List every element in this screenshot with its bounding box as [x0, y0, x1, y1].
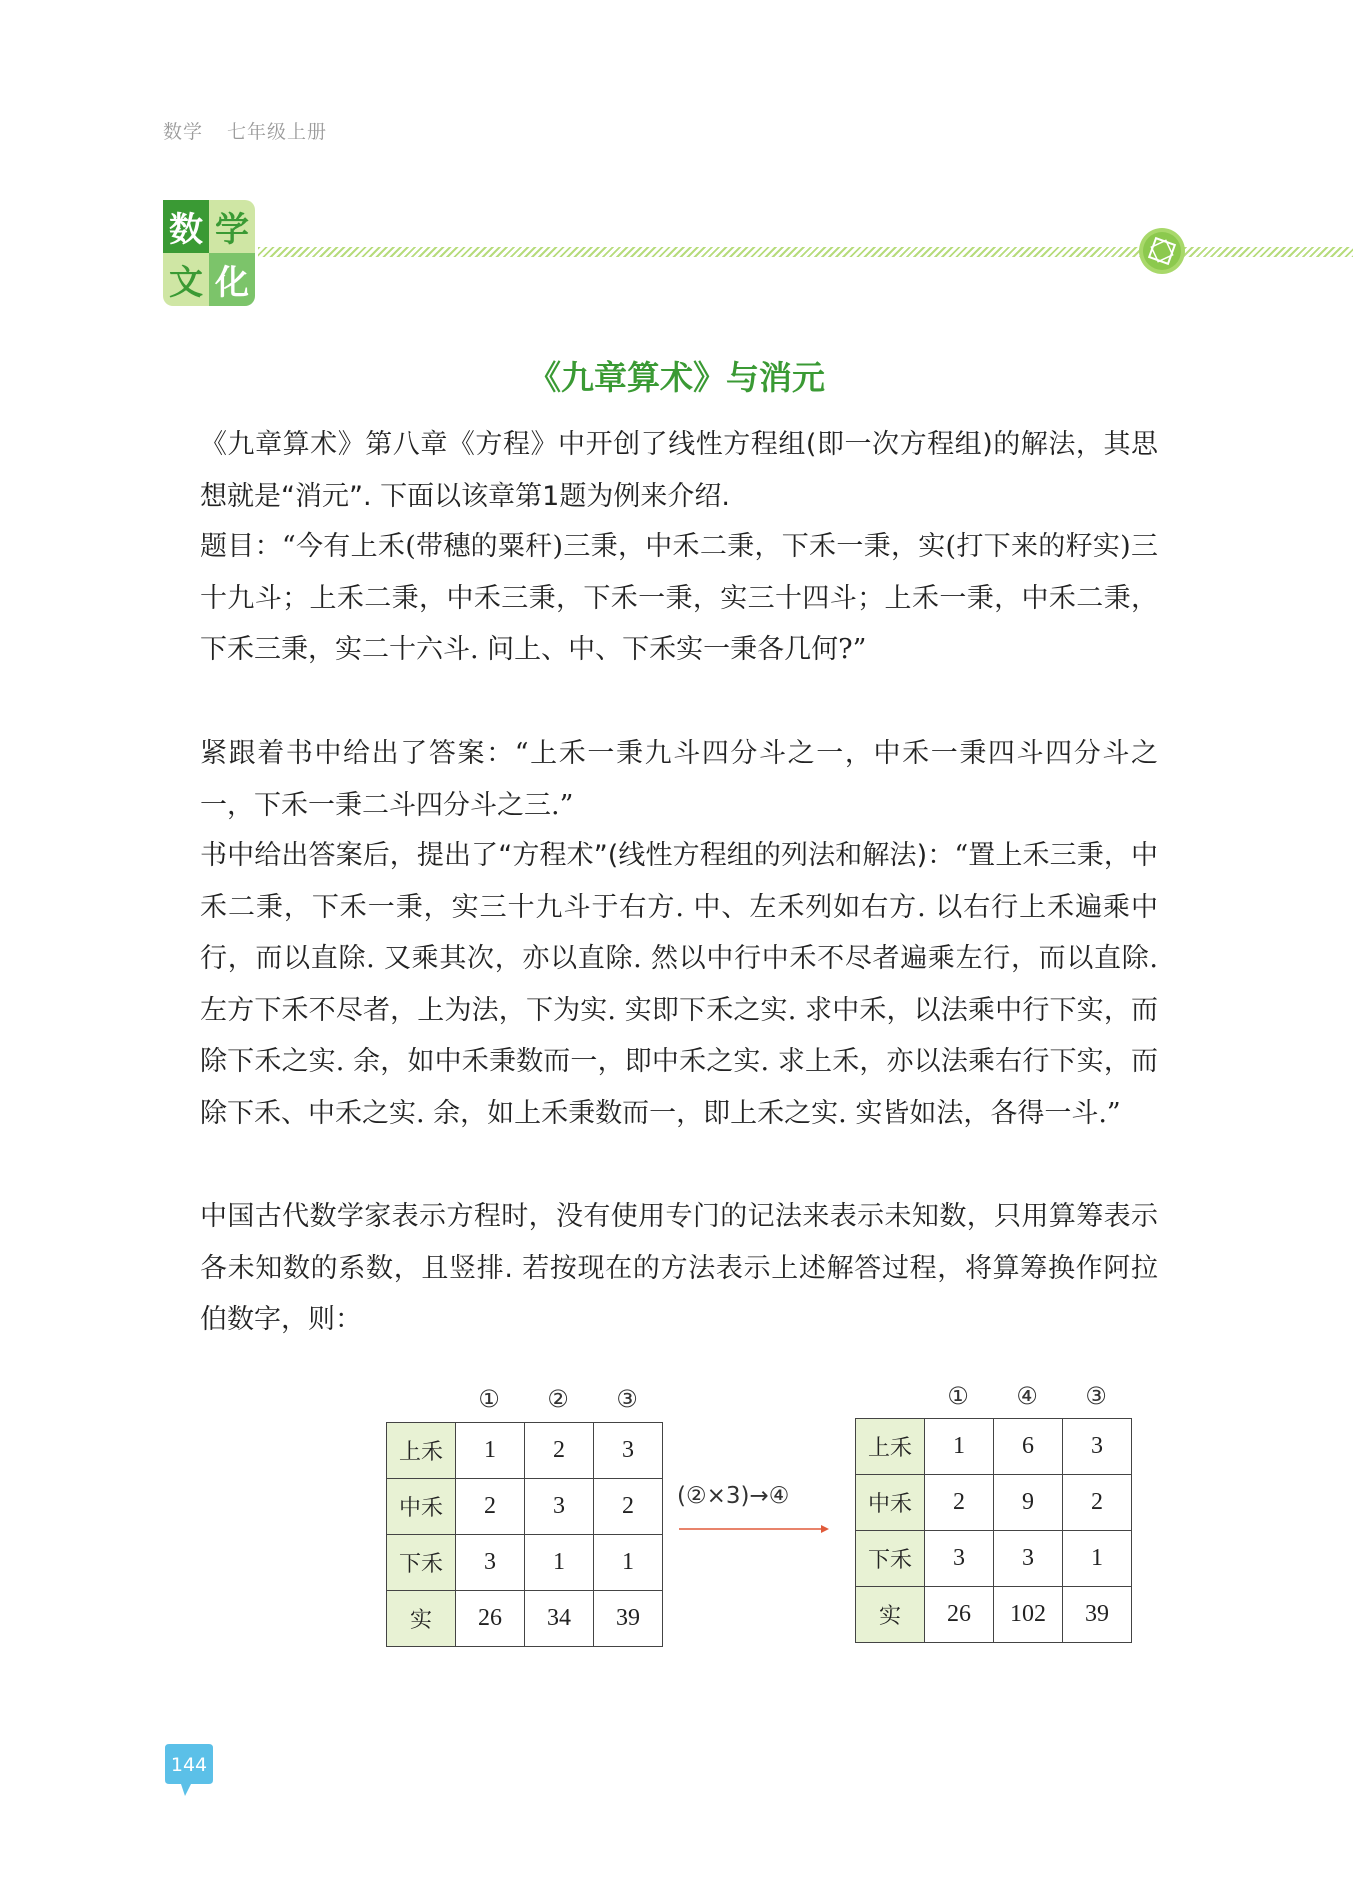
table-cell: 102: [994, 1587, 1063, 1643]
table-cell: 3: [456, 1535, 525, 1591]
arrow-right-icon: [679, 1523, 829, 1535]
table-cell: 2: [1063, 1475, 1132, 1531]
page-number-badge: [163, 1740, 215, 1798]
table-row: [387, 1535, 663, 1591]
row-label: 上禾: [856, 1419, 925, 1475]
matrix-table-left: [386, 1422, 663, 1647]
table-cell: 3: [925, 1531, 994, 1587]
table-cell: 26: [456, 1591, 525, 1647]
math-culture-logo: [163, 200, 255, 306]
row-label: 上禾: [387, 1423, 456, 1479]
row-label: 中禾: [856, 1475, 925, 1531]
section-divider: [258, 247, 1353, 257]
table-cell: 34: [525, 1591, 594, 1647]
column-number: ①: [478, 1385, 500, 1413]
table-row: [856, 1587, 1132, 1643]
logo-char: 文: [163, 253, 209, 306]
table-cell: 1: [594, 1535, 663, 1591]
row-label: 实: [387, 1591, 456, 1647]
table-cell: 1: [525, 1535, 594, 1591]
table-row: [856, 1419, 1132, 1475]
table-cell: 2: [925, 1475, 994, 1531]
row-label: 中禾: [387, 1479, 456, 1535]
table-cell: 2: [456, 1479, 525, 1535]
table-row: [387, 1591, 663, 1647]
column-number: ③: [1085, 1382, 1107, 1410]
answer-text: “上禾一秉九斗四分斗之一，中禾一秉四斗四分斗之一，下禾一秉二斗四分斗之三.”: [200, 738, 1158, 821]
table-cell: 3: [525, 1479, 594, 1535]
table-cell: 39: [594, 1591, 663, 1647]
table-cell: 2: [525, 1423, 594, 1479]
table-row: [856, 1475, 1132, 1531]
geometry-badge-icon: [1138, 227, 1186, 275]
row-label: 实: [856, 1587, 925, 1643]
row-label: 下禾: [387, 1535, 456, 1591]
table-cell: 1: [925, 1419, 994, 1475]
table-cell: 1: [456, 1423, 525, 1479]
operation-label: (②×3)→④: [677, 1483, 790, 1509]
paragraph-answer: [200, 728, 1158, 831]
running-header: [163, 117, 351, 144]
table-cell: 39: [1063, 1587, 1132, 1643]
paragraph-method: [200, 830, 1158, 1139]
table-cell: 6: [994, 1419, 1063, 1475]
table-row: [856, 1531, 1132, 1587]
page-number: 144: [170, 1754, 208, 1776]
table-row: [387, 1423, 663, 1479]
paragraph-modern: 中国古代数学家表示方程时，没有使用专门的记法来表示未知数，只用算筹表示各未知数的系数，且竖排. 若按现在的方法表示上述解答过程，将算筹换作阿拉伯数字，则：: [200, 1201, 1158, 1335]
logo-char: 化: [209, 253, 255, 306]
header-grade: 七年级上册: [227, 121, 328, 143]
problem-lead: 题目：: [200, 531, 282, 562]
column-number: ④: [1016, 1382, 1038, 1410]
column-number: ②: [547, 1385, 569, 1413]
logo-char: 数: [163, 200, 209, 253]
header-book: 数学: [163, 121, 204, 143]
problem-text: “今有上禾(带穗的粟秆)三秉，中禾二秉，下禾一秉，实(打下来的籽实)三十九斗；上禾二秉，中禾三秉，下禾一秉，实三十四斗；上禾一秉，中禾二秉，下禾三秉，实二十六斗. 问上、中、下禾实一秉各几何?”: [200, 531, 1159, 665]
paragraph-problem: [200, 521, 1158, 676]
column-number: ③: [616, 1385, 638, 1413]
table-cell: 3: [1063, 1419, 1132, 1475]
paragraph-intro: 《九章算术》第八章《方程》中开创了线性方程组(即一次方程组)的解法，其思想就是“消元”. 下面以该章第1题为例来介绍.: [200, 429, 1158, 512]
table-cell: 26: [925, 1587, 994, 1643]
table-cell: 2: [594, 1479, 663, 1535]
method-text: “置上禾三秉，中禾二秉，下禾一秉，实三十九斗于右方. 中、左禾列如右方. 以右行上禾遍乘中行，而以直除. 又乘其次，亦以直除. 然以中行中禾不尽者遍乘左行，而以直除. 左方下禾不尽者，上为法，下为实. 实即下禾之实. 求中禾，以法乘中行下实，而除下禾之实. 余，如中禾秉数而一，即中禾之实. 求上禾，亦以法乘右行下实，而除下禾、中禾之实. 余，如上禾秉数而一，即上禾之实. 实皆如法，各得一斗.”: [200, 840, 1158, 1129]
table-cell: 3: [594, 1423, 663, 1479]
row-label: 下禾: [856, 1531, 925, 1587]
table-cell: 9: [994, 1475, 1063, 1531]
logo-char: 学: [209, 200, 255, 253]
table-cell: 1: [1063, 1531, 1132, 1587]
answer-lead: 紧跟着书中给出了答案：: [200, 738, 515, 769]
method-lead: 书中给出答案后，提出了“方程术”(线性方程组的列法和解法)：: [200, 840, 955, 871]
page-title: 《九章算术》与消元: [528, 358, 825, 397]
matrix-table-right: [855, 1418, 1132, 1643]
table-cell: 3: [994, 1531, 1063, 1587]
column-number: ①: [947, 1382, 969, 1410]
table-row: [387, 1479, 663, 1535]
